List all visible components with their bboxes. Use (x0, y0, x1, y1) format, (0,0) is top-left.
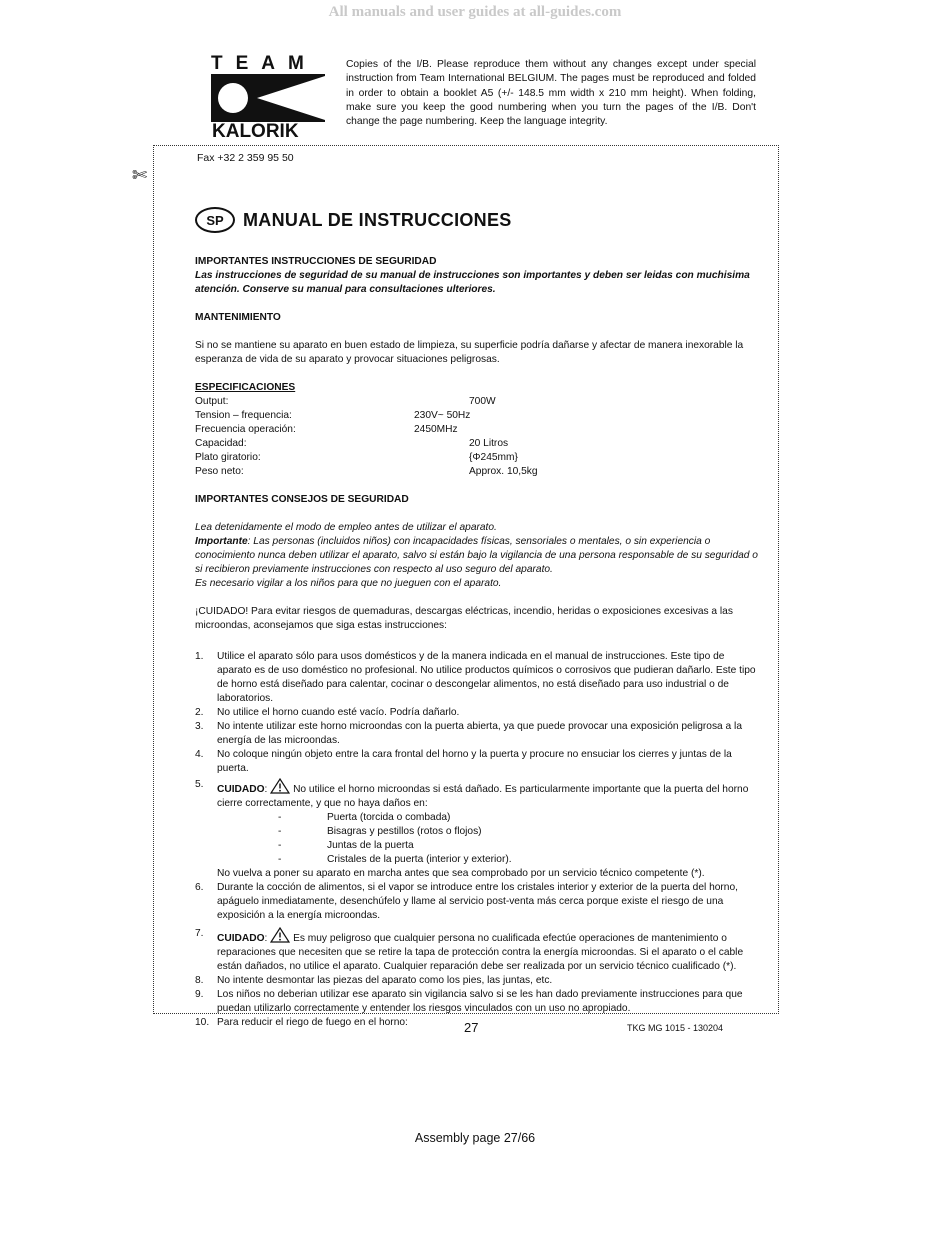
logo-team-text: TEAM (211, 53, 317, 74)
spec-value: 2450MHz (414, 424, 458, 435)
spec-label: Tension – frequencia: (195, 410, 292, 421)
scissors-icon: ✄ (132, 165, 148, 185)
list-item: 4. No coloque ningún objeto entre la cara frontal del horno y la puerta y procure no ensuciar los cierres y juntas de la puerta. (195, 749, 732, 774)
list-item: 2. No utilice el horno cuando esté vacío. Podría dañarlo. (195, 707, 460, 718)
caution-label: CUIDADO (217, 784, 265, 795)
instructions-list (195, 650, 760, 1030)
list-item: 8. No intente desmontar las piezas del aparato como los pies, las juntas, etc. (195, 975, 553, 986)
maintenance-heading: MANTENIMIENTO (195, 312, 281, 323)
kalorik-k-mark-icon (211, 74, 325, 124)
specs-heading: ESPECIFICACIONES (195, 382, 296, 393)
document-code: TKG MG 1015 - 130204 (627, 1023, 724, 1033)
advice-caution-text: ¡CUIDADO! Para evitar riesgos de quemaduras, descargas eléctricas, incendio, heridas o exposiciones excesivas a las microondas, aconsejamos que siga estas instrucciones: (195, 606, 733, 631)
spec-label: Output: (195, 396, 229, 407)
important-body: : Las personas (incluidos niños) con incapacidades físicas, sensoriales o mentales, o sin experiencia o conocimiento nunca deben utilizar el aparato, salvo si están bajo la vigilancia de una persona responsable de su seguridad o si recibieron previamente instrucciones con respecto al uso seguro del aparato. (195, 536, 758, 575)
list-item: 10. Para reducir el riego de fuego en el horno: (195, 1017, 408, 1028)
logo-kalorik-text: KALORIK (212, 121, 299, 142)
assembly-page-label: Assembly page 27/66 (414, 1131, 536, 1145)
safety-text: Las instrucciones de seguridad de su manual de instrucciones son importantes y deben ser leidas con muchisima atención. Conserve su manual para consultaciones ulteriores. (195, 270, 750, 295)
warning-triangle-icon (270, 778, 290, 794)
sub-list-item: - Puerta (torcida o combada) (278, 812, 451, 823)
advice-children-text: Es necesario vigilar a los niños para que no jueguen con el aparato. (195, 578, 502, 589)
spec-row (195, 423, 760, 437)
spec-row (195, 465, 760, 479)
advice-read-text: Lea detenidamente el modo de empleo antes de utilizar el aparato. (195, 522, 497, 533)
list-item: 5. CUIDADO: No utilice el horno microondas si está dañado. Es particularmente importante que la puerta del horno cierre correctamente, y que no haya daños en: - Puerta (torcida o combada) - Bisagras y pestillos (rotos o flojos) - Juntas de la puerta - Cristales de la puerta (interior y exterior). No vuelva a poner su aparato en marcha antes que sea comprobado por un servicio técnico competente (*). (195, 778, 760, 881)
important-label: Importante (195, 536, 248, 547)
list-item: 1. Utilice el aparato sólo para usos domésticos y de la manera indicada en el manual de instrucciones. Este tipo de aparato es de uso doméstico no profesional. No utilice productos químicos o corrosivos que pudieran dañarlo. Este tipo de horno está diseñado para calentar, cocinar o descongelar alimentos, no está diseñado para uso industrial o de laboratorios. (195, 651, 756, 704)
manual-title: MANUAL DE INSTRUCCIONES (243, 209, 512, 230)
maintenance-text: Si no se mantiene su aparato en buen estado de limpieza, su superficie podría dañarse y afectar de manera inexorable la esperanza de vida de su aparato y provocar situaciones peligrosas. (195, 340, 744, 365)
spec-row (195, 409, 760, 423)
spec-label: Peso neto: (195, 466, 244, 477)
spec-value: 20 Litros (469, 438, 509, 449)
item-5-after-text: No vuelva a poner su aparato en marcha antes que sea comprobado por un servicio técnico competente (*). (217, 868, 705, 879)
list-item: 6. Durante la cocción de alimentos, si el vapor se introduce entre los cristales interior y exterior de la puerta del horno, apáguelo inmediatamente, desenchúfelo y llame al servicio post-venta más cerca porque existe el riesgo de una exposición a la energía microondas. (195, 882, 738, 921)
advice-important-text (195, 535, 760, 577)
caution-label: CUIDADO (217, 933, 265, 944)
safety-section (195, 255, 760, 297)
list-item: 7. CUIDADO: Es muy peligroso que cualquier persona no cualificada efectúe operaciones de mantenimiento o reparaciones que necesiten que se retire la tapa de protección contra la energía microondas. Si el aparato o el cable están dañados, no utilice el aparato. Cualquier reparación debe ser realizada por un servicio técnico cualificado (*). (195, 928, 744, 972)
spec-row (195, 451, 760, 465)
spec-value: Approx. 10,5kg (469, 466, 538, 477)
list-item: 3. No intente utilizar este horno microondas con la puerta abierta, ya que puede provocar una exposición peligrosa a la energía de las microondas. (195, 721, 742, 746)
fax-number: Fax +32 2 359 95 50 (197, 152, 294, 164)
warning-triangle-icon (270, 927, 290, 943)
advice-section (195, 493, 760, 633)
sub-list-item: - Bisagras y pestillos (rotos o flojos) (278, 826, 482, 837)
spec-value: 230V~ 50Hz (414, 410, 471, 421)
page-number: 27 (464, 1020, 479, 1035)
reproduction-instructions: Copies of the I/B. Please reproduce them without any changes except under special instruction from Team International BELGIUM. The pages must be reproduced and folded in order to obtain a booklet A5 (+/- 148.5 mm width x 210 mm height). When folding, make sure you keep the good numbering when you turn the pages of the I/B. Don't change the page numbering. Keep the language integrity. (346, 59, 756, 128)
maintenance-section (195, 311, 760, 367)
spec-value: 700W (469, 396, 496, 407)
page-title (195, 206, 512, 234)
list-item: 9. Los niños no deberian utilizar ese aparato sin vigilancia salvo si se les han dado previamente instrucciones para que puedan utilizarlo correctamente y entender los riesgos vinculados con un uso no apropiado. (195, 989, 743, 1014)
watermark-text: All manuals and user guides at all-guides.com (328, 4, 622, 20)
sub-list-item: - Juntas de la puerta (278, 840, 414, 851)
specs-section (195, 381, 760, 479)
advice-heading: IMPORTANTES CONSEJOS DE SEGURIDAD (195, 494, 409, 505)
spec-row (195, 395, 760, 409)
spec-value: {Φ245mm} (469, 452, 518, 463)
spec-row (195, 437, 760, 451)
language-badge: SP (195, 207, 235, 233)
spec-label: Plato giratorio: (195, 452, 261, 463)
team-kalorik-logo (211, 54, 325, 140)
sub-list-item: - Cristales de la puerta (interior y exterior). (278, 854, 512, 865)
spec-label: Frecuencia operación: (195, 424, 296, 435)
spec-label: Capacidad: (195, 438, 247, 449)
safety-heading: IMPORTANTES INSTRUCCIONES DE SEGURIDAD (195, 256, 437, 267)
